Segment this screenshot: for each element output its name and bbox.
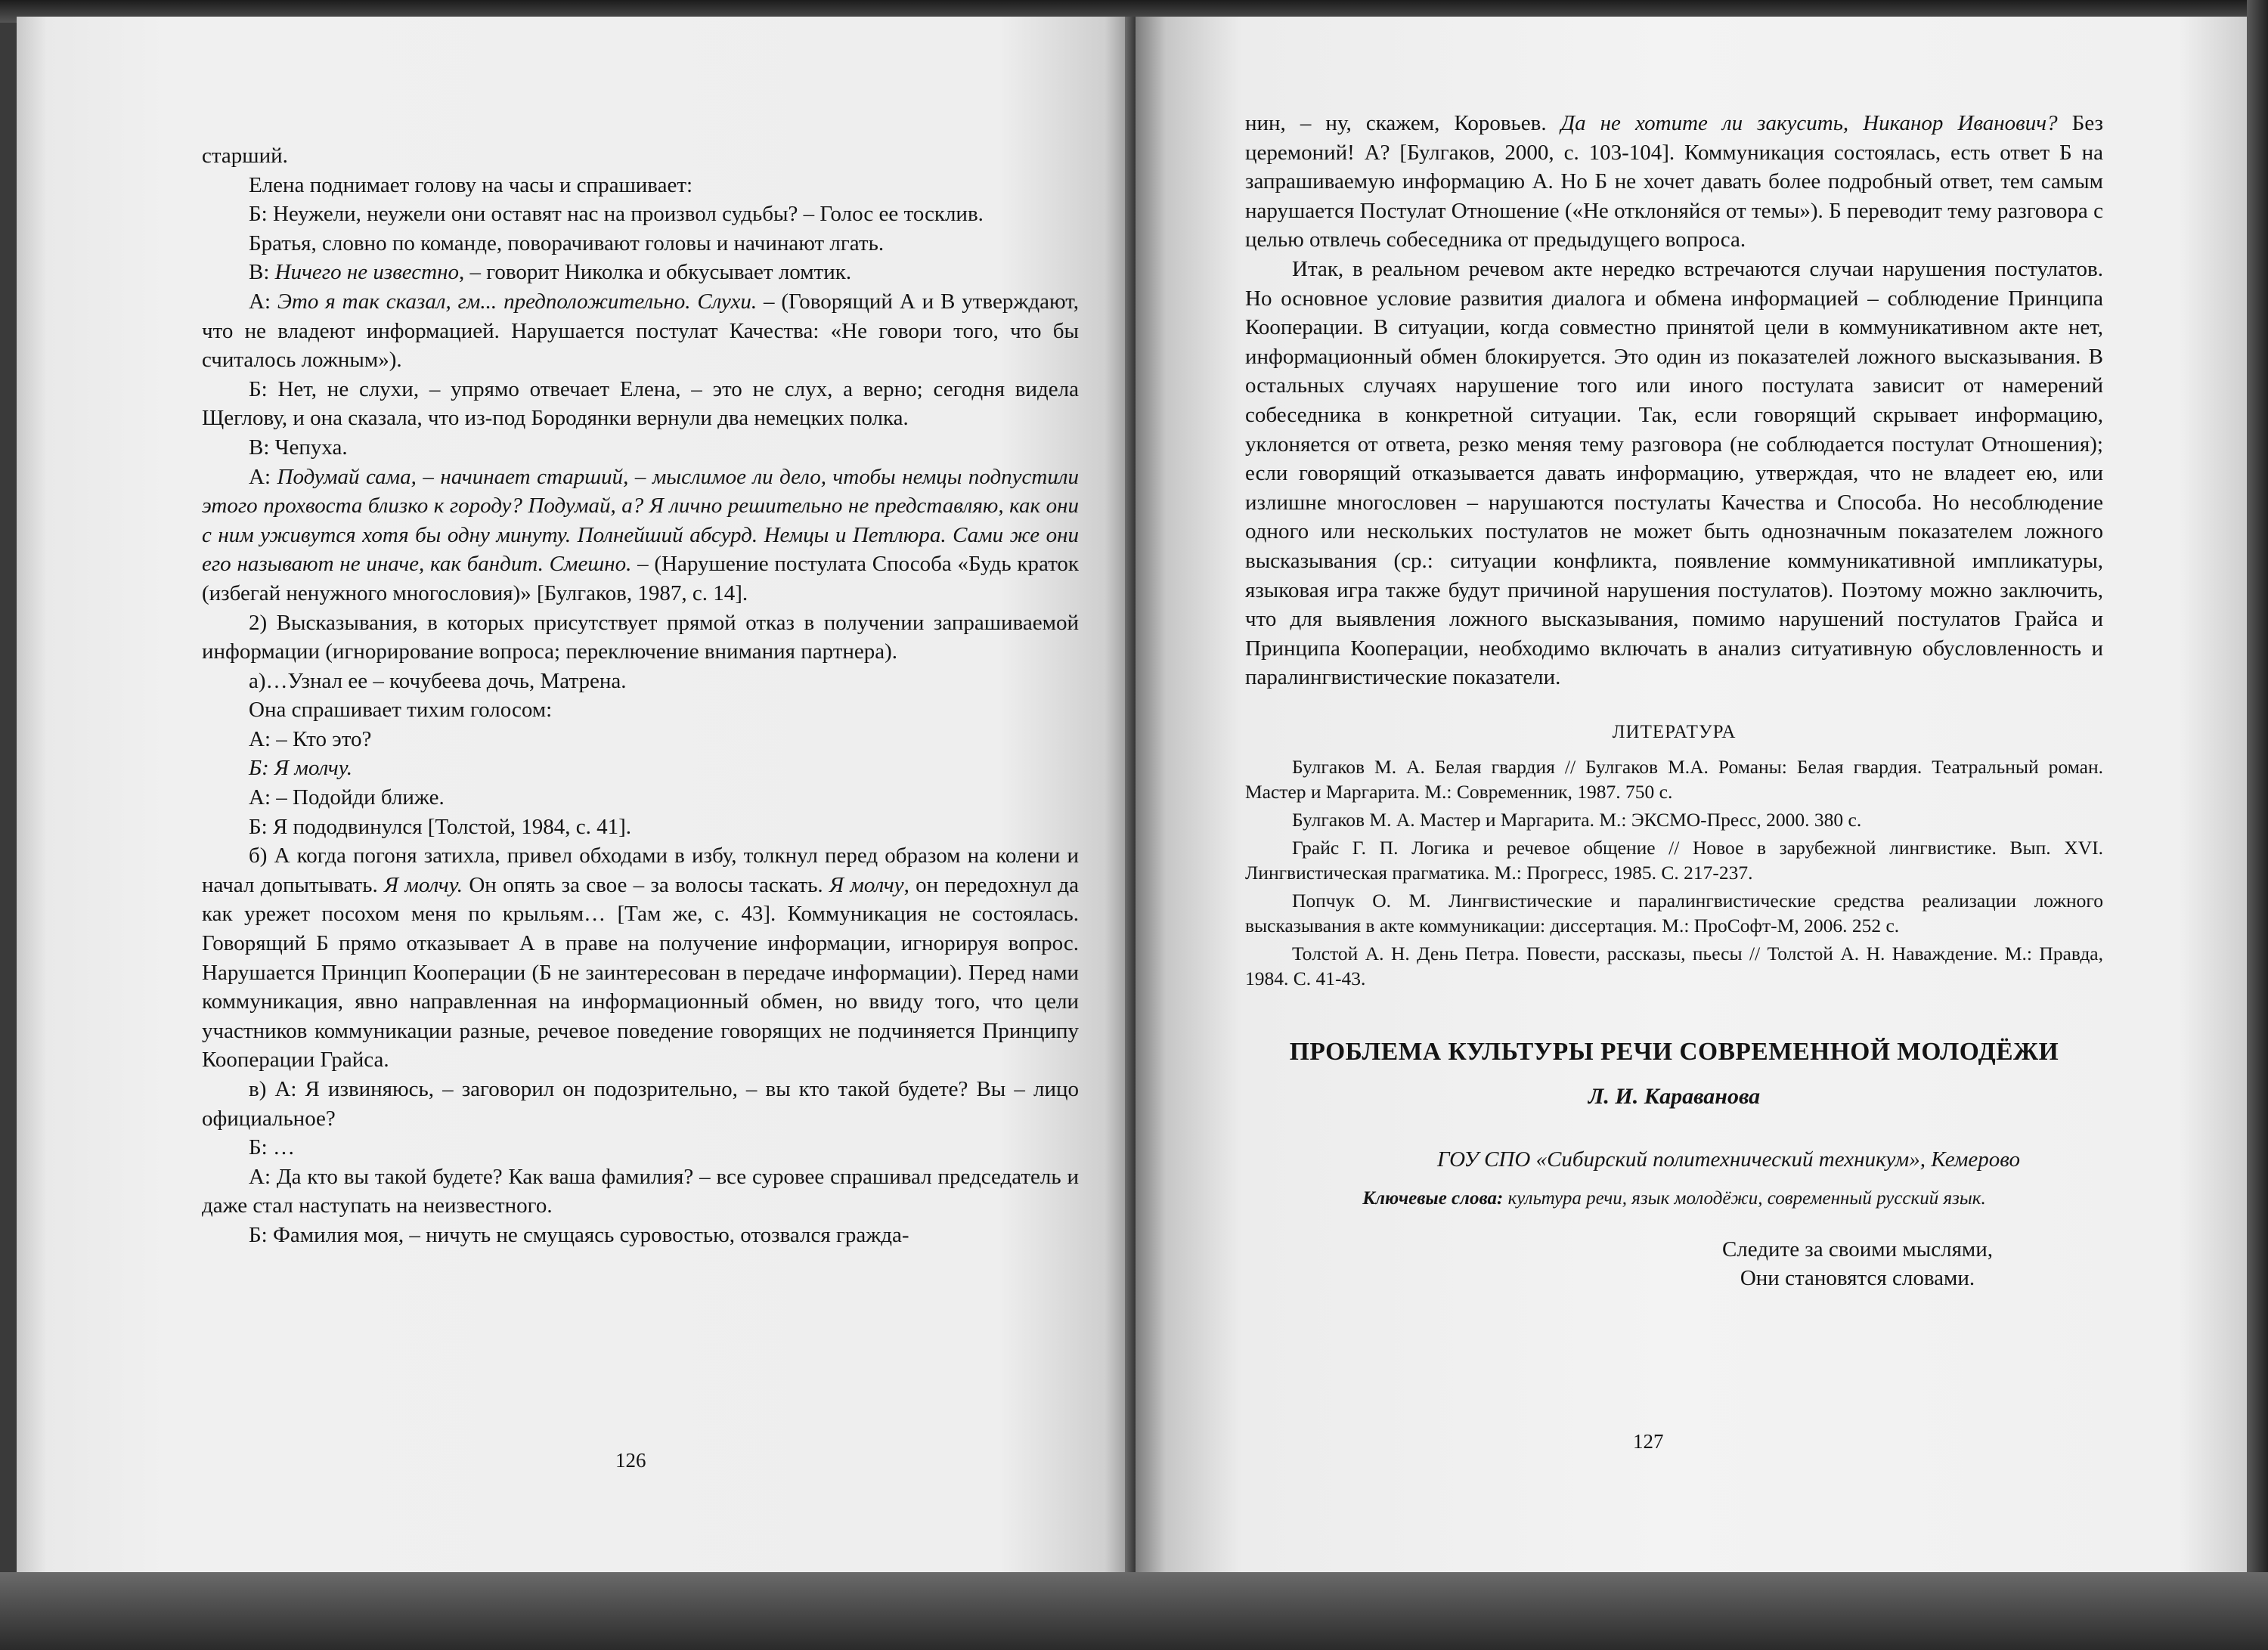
article-affiliation bbox=[1245, 1145, 2020, 1175]
italic-text: Это я так сказал, гм... предположительно. Слухи. bbox=[277, 289, 758, 314]
paragraph bbox=[202, 375, 1079, 433]
text-run: а)…Узнал ее – кочубеева дочь, Матрена. bbox=[249, 668, 627, 693]
text-run: 2) Высказывания, в которых присутствует прямой отказ в получении запрашиваемой информации (игнорирование вопроса; переключение внимания партнера). bbox=[202, 610, 1079, 664]
scan-bottom-edge bbox=[0, 1572, 2268, 1650]
paragraph bbox=[202, 667, 1079, 696]
literature-item: Булгаков М. А. Белая гвардия // Булгаков М.А. Романы: Белая гвардия. Театральный роман. Мастер и Маргарита. М.: Современник, 1987. 750 с. bbox=[1245, 756, 2103, 803]
epigraph bbox=[1691, 1235, 2024, 1293]
paragraph bbox=[1245, 109, 2103, 255]
text-run: Б: Нет, не слухи, – упрямо отвечает Елена, – это не слух, а верно; сегодня видела Щеглову, и она сказала, что из-под Бородянки вернули два немецких полка. bbox=[202, 376, 1079, 431]
scan-right-edge bbox=[2247, 0, 2268, 1650]
paragraph bbox=[202, 783, 1079, 813]
text-run: Б: … bbox=[249, 1135, 295, 1160]
text-run: Б: Неужели, неужели они оставят нас на произвол судьбы? – Голос ее тосклив. bbox=[249, 202, 984, 227]
literature-list bbox=[1245, 754, 2103, 991]
text-run: Б: Фамилия моя, – ничуть не смущаясь суровостью, отозвался гражда- bbox=[249, 1222, 909, 1247]
text-run: Она спрашивает тихим голосом: bbox=[249, 698, 553, 723]
italic-text: Я молчу. bbox=[384, 872, 463, 897]
italic-text: Я молчу bbox=[829, 872, 904, 897]
paragraph bbox=[202, 608, 1079, 667]
text-run: – (Нарушение постулата Способа «Будь краток (избегай ненужного многословия)» [Булгаков, 1987, с. 14]. bbox=[202, 552, 1079, 605]
text-run: Итак, в реальном речевом акте нередко встречаются случаи нарушения постулатов. Но основное условие развития диалога и обмена информацией – соблюдение Принципа Кооперации. В ситуации, когда совместно принятой цели в коммуникативном акте нет, информационный обмен блокируется. Это один из показателей ложного высказывания. В остальных случаях нарушение того или иного постулата зависит от намерений собеседника в конкретной ситуации. Так, если говорящий скрывает информацию, уклоняется от ответа, резко меняя тему разговора (не соблюдается постулат Отношения); если говорящий отказывается давать информацию, утверждая, что не владеет ею, или излишне многословен – нарушаются постулаты Качества и Способа. Но несоблюдение одного или нескольких постулатов не может быть однозначным показателем ложного высказывания (ср.: ситуации конфликта, появление коммуникативной импликатуры, языковая игра также будут причиной нарушения постулатов). Поэтому можно заключить, что для выявления ложного высказывания, помимо нарушений постулатов Грайса и Принципа Кооперации, необходимо включать в анализ ситуативную обусловленность и паралингвистические показатели. bbox=[1245, 256, 2103, 690]
paragraph bbox=[202, 258, 1079, 287]
affiliation-name: ГОУ СПО «Сибирский политехнический техникум» bbox=[1436, 1147, 1920, 1172]
paragraph bbox=[202, 695, 1079, 725]
paragraph bbox=[202, 229, 1079, 258]
italic-text: Б: Я молчу. bbox=[249, 756, 352, 781]
literature-heading: ЛИТЕРАТУРА bbox=[1612, 721, 1737, 742]
text-run: В: bbox=[249, 260, 275, 285]
affiliation-city: , Кемерово bbox=[1919, 1147, 2020, 1172]
paragraph bbox=[202, 725, 1079, 754]
text-run: Б: Я пододвинулся [Толстой, 1984, с. 41]. bbox=[249, 814, 632, 839]
keywords-label: Ключевые слова: bbox=[1362, 1188, 1504, 1209]
text-run: А: – Подойди ближе. bbox=[249, 785, 445, 810]
literature-item: Толстой А. Н. День Петра. Повести, рассказы, пьесы // Толстой А. Н. Наваждение. М.: Правда, 1984. С. 41-43. bbox=[1245, 943, 2103, 990]
epigraph-line: Следите за своими мыслями, bbox=[1721, 1237, 1994, 1261]
left-page bbox=[17, 17, 1136, 1574]
paragraph bbox=[202, 200, 1079, 229]
paragraph bbox=[202, 813, 1079, 842]
right-page-body bbox=[1245, 109, 2103, 1293]
paragraph bbox=[202, 754, 1079, 783]
left-page-body bbox=[202, 141, 1079, 1250]
text-run: А: bbox=[249, 289, 277, 314]
article-keywords bbox=[1245, 1184, 2103, 1214]
paragraph bbox=[202, 463, 1079, 608]
page-number-right: 127 bbox=[1633, 1430, 1664, 1453]
paragraph bbox=[202, 1075, 1079, 1133]
right-page bbox=[1136, 17, 2247, 1574]
italic-text: Подумай сама, – начинает старший, – мыслимое ли дело, чтобы немцы подпустили этого прохвоста близко к городу? Подумай, а? Я лично решительно не представляю, как они с ним уживутся хотя бы одну минуту. Полнейший абсурд. Немцы и Петлюра. Сами же они его называют не иначе, как бандит. Смешно. bbox=[202, 464, 1079, 577]
epigraph-line: Они становятся словами. bbox=[1740, 1266, 1975, 1291]
paragraph bbox=[202, 287, 1079, 375]
paragraph bbox=[202, 1133, 1079, 1162]
italic-text: Да не хотите ли закусить, Никанор Иванович? bbox=[1560, 111, 2058, 135]
text-run: – (Говорящий А и В утверждают, что не владеют информацией. Нарушается постулат Качества: «Не говори того, что бы считалось ложным»). bbox=[202, 289, 1080, 373]
literature-item: Попчук О. М. Лингвистические и паралингвистические средства реализации ложного высказывания в акте коммуникации: диссертация. М.: ПроСофт-М, 2006. 252 с. bbox=[1245, 890, 2103, 937]
paragraph bbox=[202, 171, 1079, 200]
text-run: б) А когда погоня затихла, привел обходами в избу, толкнул перед образом на колени и начал допытывать. bbox=[202, 844, 1079, 897]
right-page-paragraphs bbox=[1245, 109, 2103, 692]
paragraph bbox=[1245, 255, 2103, 692]
text-run: В: Чепуха. bbox=[249, 435, 348, 460]
text-run: нин, – ну, скажем, Коровьев. bbox=[1245, 111, 1561, 135]
literature-item: Грайс Г. П. Логика и речевое общение // Новое в зарубежной лингвистике. Вып. XVI. Лингвистическая прагматика. М.: Прогресс, 1985. С. 217-237. bbox=[1245, 837, 2103, 884]
text-run: А: Да кто вы такой будете? Как ваша фамилия? – все суровее спрашивал председатель и даже стал наступать на неизвестного. bbox=[202, 1164, 1079, 1218]
text-run: в) А: Я извиняюсь, – заговорил он подозрительно, – вы кто такой будете? Вы – лицо официальное? bbox=[202, 1077, 1079, 1131]
article-author: Л. И. Караванова bbox=[1588, 1084, 1761, 1110]
italic-text: Ничего не известно bbox=[274, 260, 459, 285]
paragraph bbox=[202, 141, 1079, 171]
paragraph bbox=[202, 433, 1079, 463]
text-run: старший. bbox=[202, 144, 288, 168]
literature-item: Булгаков М. А. Мастер и Маргарита. М.: ЭКСМО-Пресс, 2000. 380 с. bbox=[1292, 809, 1862, 831]
text-run: , он передохнул да как урежет посохом меня по крыльям… [Там же, с. 43]. Коммуникация не состоялась. Говорящий Б прямо отказывает А в праве на получение информации, игнорируя вопрос. Нарушается Принцип Кооперации (Б не заинтересован в передаче информации). Перед нами коммуникация, явно направленная на информационный обмен, но ввиду того, что цели участников коммуникации разные, речевое поведение говорящих не подчиняется Принципу Кооперации Грайса. bbox=[202, 872, 1079, 1073]
article-title: ПРОБЛЕМА КУЛЬТУРЫ РЕЧИ СОВРЕМЕННОЙ МОЛОДЁЖИ bbox=[1289, 1038, 2059, 1066]
paragraph bbox=[202, 841, 1079, 1075]
text-run: Елена поднимает голову на часы и спрашивает: bbox=[249, 172, 693, 197]
text-run: Он опять за свое – за волосы таскать. bbox=[463, 872, 829, 897]
text-run: Братья, словно по команде, поворачивают головы и начинают лгать. bbox=[249, 231, 885, 255]
text-run: А: bbox=[249, 464, 277, 489]
paragraph bbox=[202, 1162, 1079, 1221]
text-run: А: – Кто это? bbox=[249, 726, 372, 751]
text-run: , – говорит Николка и обкусывает ломтик. bbox=[458, 260, 852, 285]
paragraph bbox=[202, 1221, 1079, 1250]
page-number-left: 126 bbox=[615, 1449, 646, 1472]
keywords-value: культура речи, язык молодёжи, современный русский язык. bbox=[1507, 1188, 1986, 1209]
text-run: Без церемоний! А? [Булгаков, 2000, с. 103-104]. Коммуникация состоялась, есть ответ Б на запрашиваемую информацию А. Но Б не хочет давать более подробный ответ, тем самым нарушается Постулат Отношение («Не отклоняйся от темы»). Б переводит тему разговора с целью отвлечь собеседника от предыдущего вопроса. bbox=[1245, 111, 2104, 252]
